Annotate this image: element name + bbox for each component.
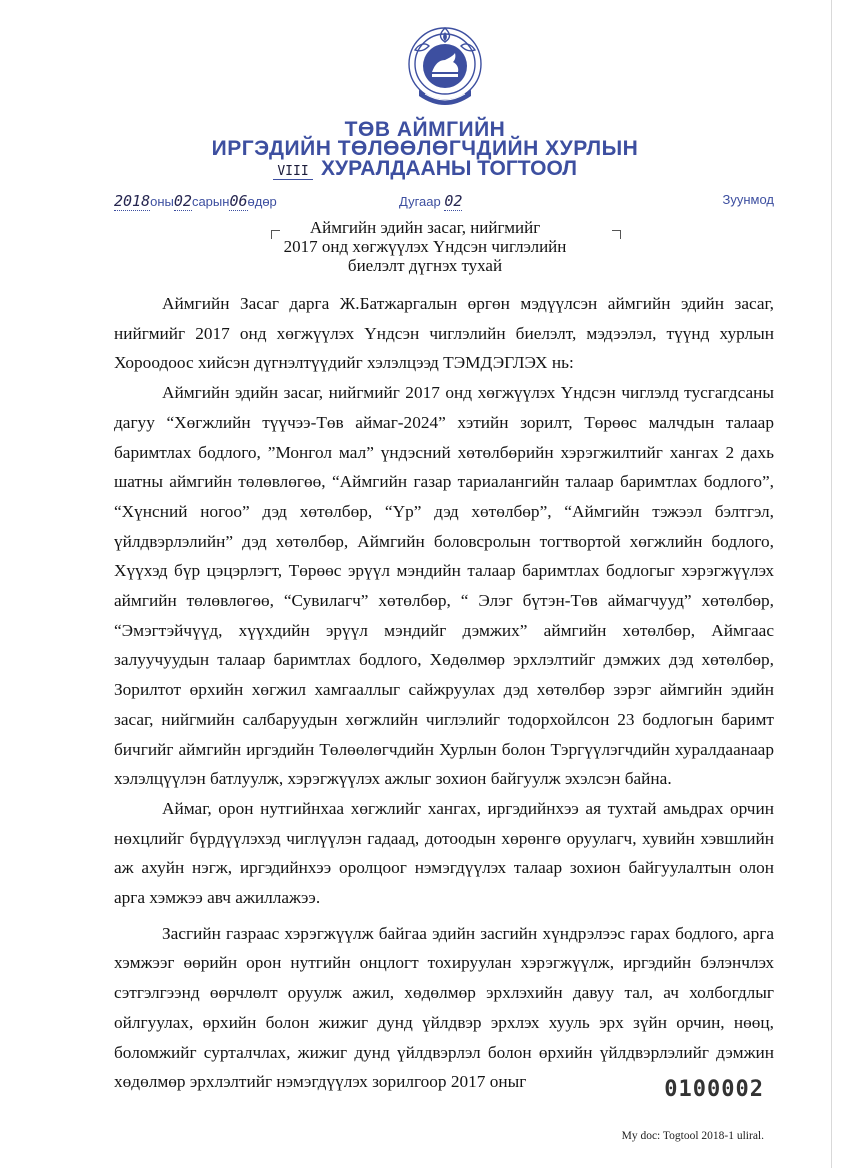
dateline	[114, 188, 774, 214]
resolution-title	[0, 157, 850, 181]
council-name-line-2: ИРГЭДИЙН ТӨЛӨӨЛӨГЧДИЙН ХУРЛЫН	[211, 137, 639, 160]
resolution-body	[114, 289, 774, 1097]
date-month-label: сарын	[191, 194, 230, 209]
state-emblem-icon	[399, 20, 491, 112]
footer-file-reference: My doc: Togtool 2018-1 uliral.	[621, 1130, 764, 1142]
date-field	[114, 192, 277, 210]
date-month: 02	[173, 192, 192, 210]
number-label: Дугаар	[399, 194, 441, 209]
subject-heading	[0, 218, 850, 275]
date-year: 2018	[114, 192, 151, 210]
paragraph-development: Аймаг, орон нутгийнхаа хөгжлийг хангах, иргэдийнхээ ая тухтай амьдрах орчин нөхцлийг бүрдүүлэхэд чиглүүлэн гадаад, дотоодын хөрөнгө оруулагч, хувийн хэвшлийн аж ахуйн нэгж, иргэдийнхээ оролцоог нэмэгдүүлэх талаар зохион байгуулалтын олон арга хэмжээ авч ажиллажээ.	[114, 798, 774, 908]
subject-line-1: Аймгийн эдийн засаг, нийгмийг	[309, 218, 541, 237]
place-name: Зуунмод	[722, 192, 774, 207]
resolution-title-text: ХУРАЛДААНЫ ТОГТООЛ	[321, 157, 577, 180]
document-serial-number: 0100002	[664, 1077, 764, 1102]
number-field	[399, 192, 462, 210]
paragraph-preamble: Аймгийн Засаг дарга Ж.Батжаргалын өргөн мэдүүлсэн аймгийн эдийн засаг, нийгмийг 2017 онд хөгжүүлэх Үндсэн чиглэлийн биелэлт, мэдээлэл, түүнд хурлын Хороодоос хийсэн дүгнэлтүүдийг хэлэлцээд ТЭМДЭГЛЭХ нь:	[114, 294, 774, 373]
date-day: 06	[229, 192, 248, 210]
session-number: VIII	[273, 164, 313, 180]
council-name-line-1: ТӨВ АЙМГИЙН	[344, 118, 506, 141]
resolution-number: 02	[444, 192, 463, 210]
date-day-label: өдөр	[247, 194, 277, 209]
subject-line-3: биелэлт дүгнэх тухай	[347, 256, 503, 275]
subject-line-2: 2017 онд хөгжүүлэх Үндсэн чиглэлийн	[283, 237, 567, 256]
paragraph-government: Засгийн газраас хэрэгжүүлж байгаа эдийн засгийн хүндрэлээс гарах бодлого, арга хэмжээг өөрийн орон нутгийн онцлогт тохируулан хэрэгжүүлж, иргэдийн бэлэнчлэх сэтгэлгээнд өөрчлөлт оруулж ажил, хөдөлмөр эрхлэхийн давуу тал, ач холбогдлыг ойлгуулах, өрхийн болон жижиг дунд үйлдвэр эрхлэх хууль эрх зүйн орчин, нөөц, боломжийг сурталчлах, жижиг дунд үйлдвэрлэл болон өрхийн үйлдвэрлэлийг дэмжин хөдөлмөр эрхлэлтийг нэмэгдүүлэх зорилгоор 2017 оныг	[114, 923, 774, 1092]
paragraph-policies: Аймгийн эдийн засаг, нийгмийг 2017 онд хөгжүүлэх Үндсэн чиглэлд тусгагдсаны дагуу “Хөгжлийн түүчээ-Төв аймаг-2024” хэтийн зорилт, Төрөөс малчдын талаар баримтлах бодлого, ”Монгол мал” үндэсний хөтөлбөрийн хэрэгжилтийг хангах 2 дахь шатны аймгийн төлөвлөгөө, “Аймгийн газар тариалангийн талаар баримтлах бодлого”, “Хүнсний ногоо” дэд хөтөлбөр, “Үр” дэд хөтөлбөр”, “Аймгийн тэжээл бэлтгэл, үйлдвэрлэлийн” дэд хөтөлбөр, Аймгийн боловсролын тогтвортой хөгжлийн бодлого, Хүүхэд бүр цэцэрлэгт, Төрөөс эрүүл мэндийн талаар баримтлах бодлогыг хэрэгжүүлэх аймгийн төлөвлөгөө, “Сувилагч” хөтөлбөр, “ Элэг бүтэн-Төв аймагчууд” хөтөлбөр, “Эмэгтэйчүүд, хүүхдийн эрүүл мэндийг дэмжих” аймгийн хөтөлбөр, Аймгаас залуучуудын талаар баримтлах бодлого, Хөдөлмөр эрхлэлтийг дэмжих дэд хөтөлбөр, Зорилтот өрхийн хөгжил хамгааллыг сайжруулах дэд хөтөлбөр зэрэг аймгийн эдийн засаг, нийгмийн салбаруудын хөгжлийн чиглэлийг тодорхойлсон 23 бодлогын баримт бичгийг аймгийн иргэдийн Төлөөлөгчдийн Хурлын болон Тэргүүлэгчдийн хуралдаанаар хэлэлцүүлэн батлуулж, хэрэгжүүлэх ажлыг зохион байгуулж эхэлсэн байна.	[114, 383, 774, 789]
date-year-label: оны	[150, 194, 174, 209]
